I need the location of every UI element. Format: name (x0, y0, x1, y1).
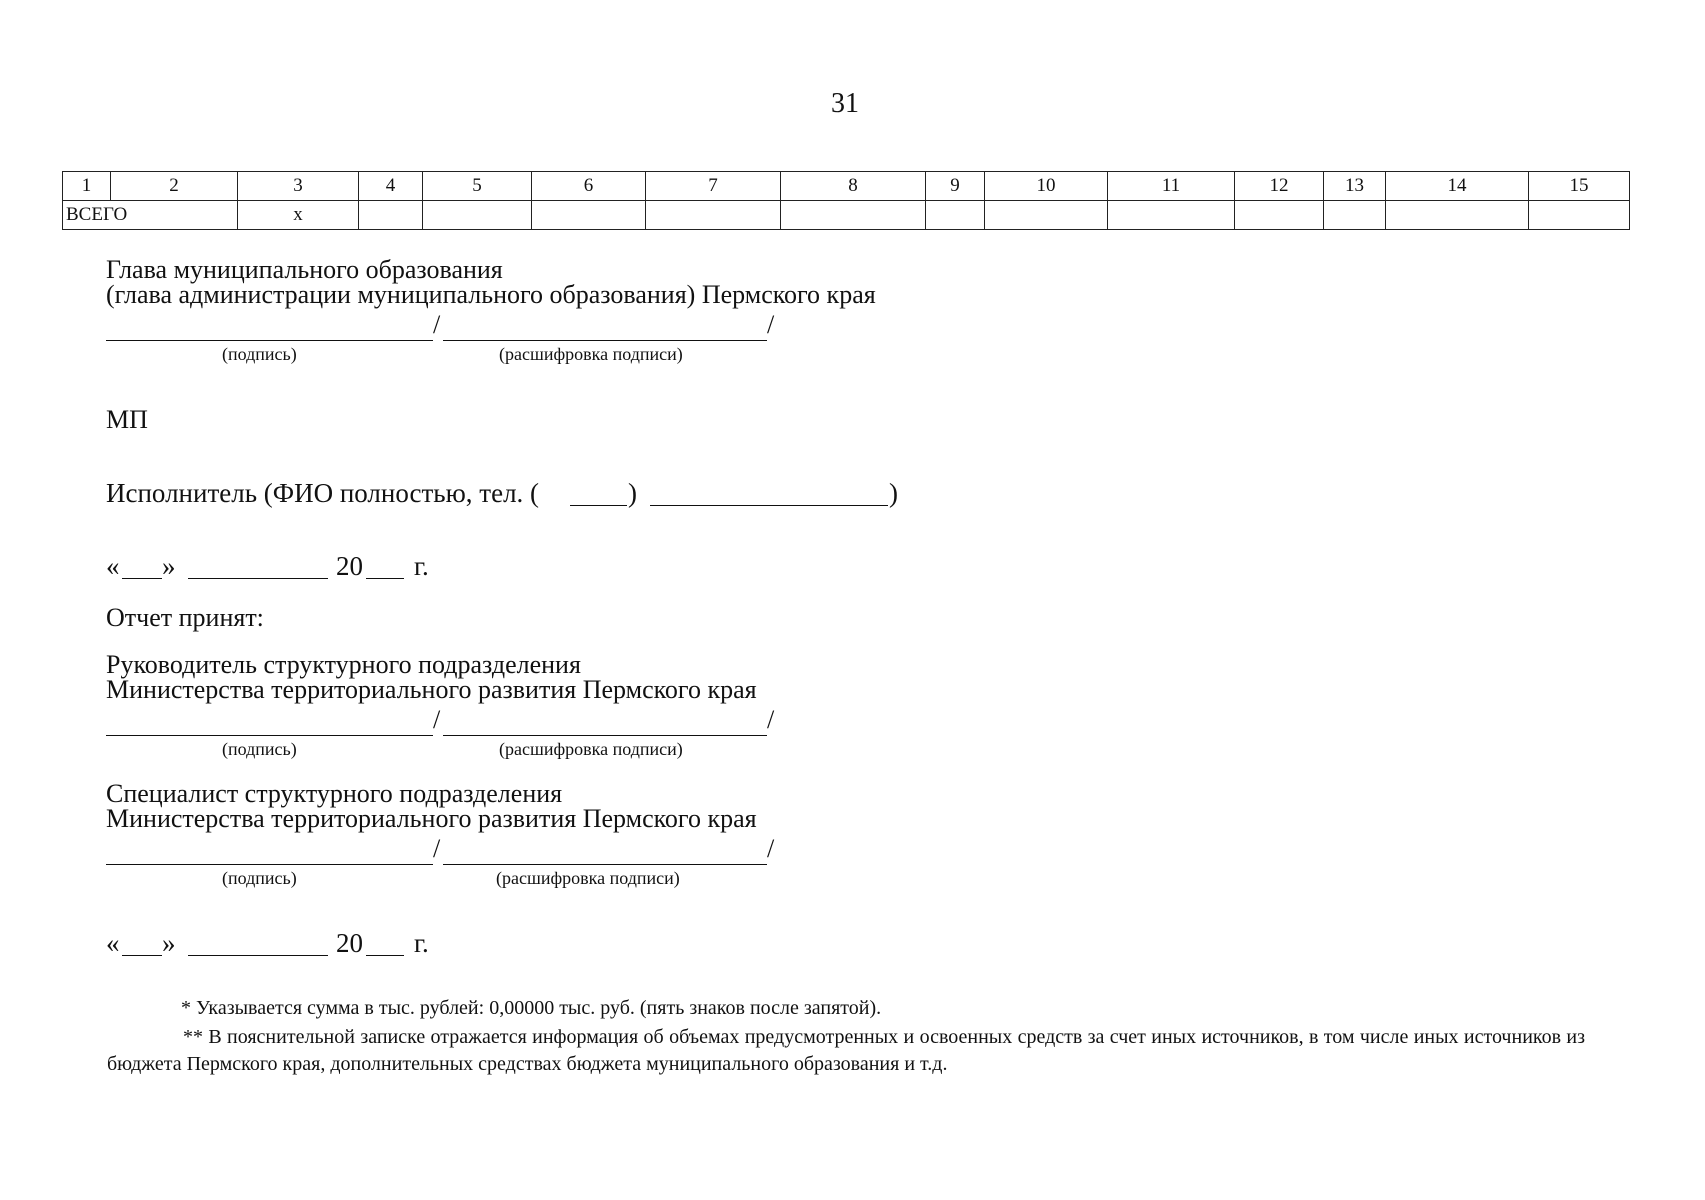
decoding-caption: (расшифровка подписи) (496, 868, 680, 888)
separator-slash: / (433, 834, 441, 863)
column-number: 11 (1108, 172, 1235, 201)
date-open-quote: « (106, 928, 120, 958)
signature-line (106, 340, 433, 341)
table-cell (1108, 201, 1235, 230)
total-col3: х (238, 201, 359, 230)
column-number: 2 (111, 172, 238, 201)
year-suffix: г. (414, 551, 429, 581)
column-number: 7 (646, 172, 781, 201)
ministry-head-line1: Руководитель структурного подразделения (106, 650, 581, 679)
separator-slash: / (767, 310, 775, 339)
decoding-caption: (расшифровка подписи) (499, 344, 683, 364)
column-number: 3 (238, 172, 359, 201)
table-cell (1324, 201, 1386, 230)
table-cell (1235, 201, 1324, 230)
table-cell (423, 201, 532, 230)
executor-paren: ) (628, 478, 637, 508)
column-number: 14 (1386, 172, 1529, 201)
specialist-line2: Министерства территориального развития Пермского края (106, 804, 757, 833)
signature-line (106, 864, 433, 865)
year-suffix: г. (414, 928, 429, 958)
table-cell (985, 201, 1108, 230)
date-open-quote: « (106, 551, 120, 581)
signature-caption: (подпись) (222, 739, 297, 759)
executor-label: Исполнитель (ФИО полностью, тел. ( (106, 478, 540, 508)
column-number: 10 (985, 172, 1108, 201)
column-number: 13 (1324, 172, 1386, 201)
decoding-line (443, 735, 767, 736)
decoding-line (443, 340, 767, 341)
phone-code-line (570, 505, 627, 506)
table-cell (926, 201, 985, 230)
year-prefix: 20 (336, 551, 363, 581)
phone-number-line (650, 505, 888, 506)
day-line (122, 578, 162, 579)
month-line (188, 955, 328, 956)
footnote-2: ** В пояснительной записке отражается информация об объемах предусмотренных и освоенных средств за счет иных источников, в том числе иных источников из бюджета Пермского края, дополнительных средствах бюджета муниципального образования и т.д. (107, 1026, 1585, 1075)
signature-caption: (подпись) (222, 344, 297, 364)
separator-slash: / (433, 705, 441, 734)
accepted-label: Отчет принят: (106, 603, 264, 632)
month-line (188, 578, 328, 579)
date-close-quote: » (162, 928, 176, 958)
separator-slash: / (767, 834, 775, 863)
ministry-head-line2: Министерства территориального развития Пермского края (106, 675, 757, 704)
separator-slash: / (433, 310, 441, 339)
year-line (366, 578, 404, 579)
decoding-line (443, 864, 767, 865)
table-cell (646, 201, 781, 230)
column-number: 12 (1235, 172, 1324, 201)
column-number: 5 (423, 172, 532, 201)
column-number: 1 (63, 172, 111, 201)
head-title-line1: Глава муниципального образования (106, 255, 503, 284)
head-title-line2: (глава администрации муниципального образования) Пермского края (106, 280, 876, 309)
decoding-caption: (расшифровка подписи) (499, 739, 683, 759)
executor-paren-end: ) (889, 478, 898, 508)
column-number: 8 (781, 172, 926, 201)
table-cell (359, 201, 423, 230)
table-cell (781, 201, 926, 230)
footnote-1: * Указывается сумма в тыс. рублей: 0,00000 тыс. руб. (пять знаков после запятой). (181, 997, 882, 1019)
stamp-label: МП (106, 405, 148, 434)
table-cell (1529, 201, 1630, 230)
date-close-quote: » (162, 551, 176, 581)
separator-slash: / (767, 705, 775, 734)
page-number: 31 (831, 88, 859, 119)
report-table (62, 171, 1630, 230)
day-line (122, 955, 162, 956)
column-number: 15 (1529, 172, 1630, 201)
column-number: 6 (532, 172, 646, 201)
total-label: ВСЕГО (63, 201, 238, 230)
signature-line (106, 735, 433, 736)
table-cell (532, 201, 646, 230)
table-total-row (63, 201, 1630, 230)
column-number: 4 (359, 172, 423, 201)
column-number: 9 (926, 172, 985, 201)
specialist-line1: Специалист структурного подразделения (106, 779, 563, 808)
year-prefix: 20 (336, 928, 363, 958)
year-line (366, 955, 404, 956)
table-cell (1386, 201, 1529, 230)
signature-caption: (подпись) (222, 868, 297, 888)
table-header-row (63, 172, 1630, 201)
